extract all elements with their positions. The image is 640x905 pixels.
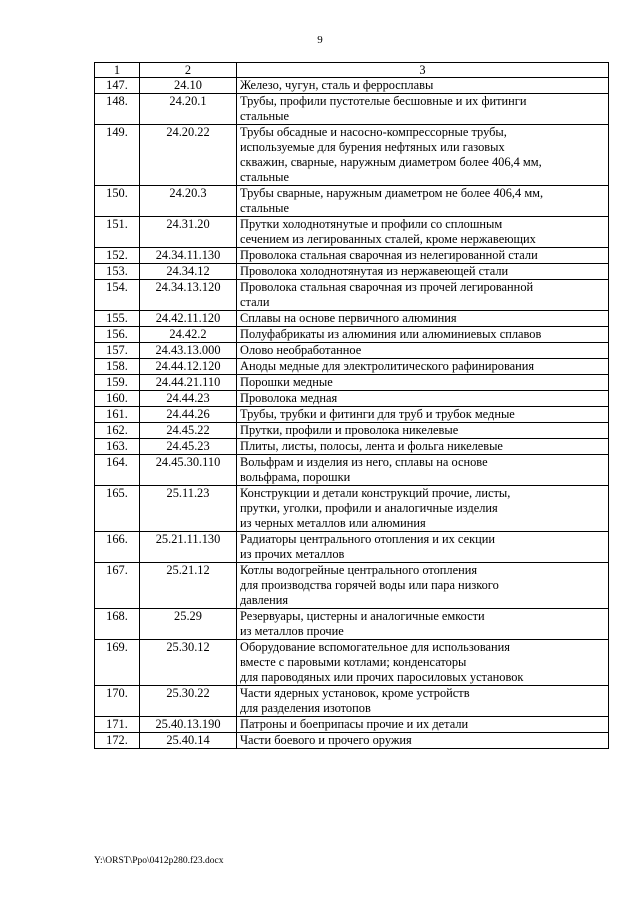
description-line: Прутки, профили и проволока никелевые: [240, 423, 459, 437]
row-number: 149.: [95, 125, 140, 186]
product-code: 24.34.13.120: [140, 280, 237, 311]
row-number: 171.: [95, 717, 140, 733]
table-row: [95, 343, 609, 359]
column-header-code: 2: [140, 63, 237, 78]
product-code: 24.20.1: [140, 94, 237, 125]
product-description: [237, 733, 609, 749]
description-line: Проволока медная: [240, 391, 338, 405]
description-line: стальные: [240, 201, 289, 215]
table-row: [95, 439, 609, 455]
description-line: Трубы, трубки и фитинги для труб и трубок медные: [240, 407, 515, 421]
description-line: Проволока холоднотянутая из нержавеющей стали: [240, 264, 509, 278]
description-line: Железо, чугун, сталь и ферросплавы: [240, 78, 434, 92]
product-code: 24.34.12: [140, 264, 237, 280]
product-code: 24.10: [140, 78, 237, 94]
description-line: скважин, сварные, наружным диаметром более 406,4 мм,: [240, 155, 542, 169]
product-description: [237, 78, 609, 94]
product-code: 25.30.12: [140, 640, 237, 686]
row-number: 169.: [95, 640, 140, 686]
description-line: используемые для бурения нефтяных или газовых: [240, 140, 505, 154]
product-description: [237, 532, 609, 563]
description-line: Прутки холоднотянутые и профили со сплошным: [240, 217, 503, 231]
table-row: [95, 264, 609, 280]
product-code: 24.44.23: [140, 391, 237, 407]
row-number: 161.: [95, 407, 140, 423]
product-description: [237, 686, 609, 717]
product-code: 24.31.20: [140, 217, 237, 248]
table-row: [95, 532, 609, 563]
row-number: 150.: [95, 186, 140, 217]
description-line: Полуфабрикаты из алюминия или алюминиевых сплавов: [240, 327, 542, 341]
product-code: 25.29: [140, 609, 237, 640]
product-description: [237, 248, 609, 264]
description-line: из черных металлов или алюминия: [240, 516, 426, 530]
description-line: стальные: [240, 170, 289, 184]
description-line: прутки, уголки, профили и аналогичные изделия: [240, 501, 498, 515]
products-table: [94, 62, 609, 749]
description-line: Вольфрам и изделия из него, сплавы на основе: [240, 455, 488, 469]
product-description: [237, 717, 609, 733]
file-path-footer: Y:\ORST\Ppo\0412p280.f23.docx: [94, 856, 224, 866]
description-line: вместе с паровыми котлами; конденсаторы: [240, 655, 467, 669]
table-row: [95, 717, 609, 733]
description-line: Проволока стальная сварочная из нелегированной стали: [240, 248, 538, 262]
table-row: [95, 486, 609, 532]
product-description: [237, 486, 609, 532]
row-number: 164.: [95, 455, 140, 486]
table-row: [95, 280, 609, 311]
product-code: 24.45.30.110: [140, 455, 237, 486]
product-description: [237, 280, 609, 311]
description-line: Плиты, листы, полосы, лента и фольга никелевые: [240, 439, 503, 453]
product-description: [237, 407, 609, 423]
description-line: для разделения изотопов: [240, 701, 371, 715]
table-row: [95, 186, 609, 217]
column-header-description: 3: [237, 63, 609, 78]
description-line: Резервуары, цистерны и аналогичные емкости: [240, 609, 485, 623]
product-description: [237, 640, 609, 686]
description-line: Оборудование вспомогательное для использования: [240, 640, 511, 654]
row-number: 166.: [95, 532, 140, 563]
description-line: Порошки медные: [240, 375, 333, 389]
product-description: [237, 609, 609, 640]
description-line: Патроны и боеприпасы прочие и их детали: [240, 717, 469, 731]
product-description: [237, 94, 609, 125]
table-row: [95, 248, 609, 264]
product-code: 24.20.3: [140, 186, 237, 217]
row-number: 157.: [95, 343, 140, 359]
product-code: 24.45.23: [140, 439, 237, 455]
row-number: 170.: [95, 686, 140, 717]
row-number: 167.: [95, 563, 140, 609]
product-description: [237, 359, 609, 375]
row-number: 159.: [95, 375, 140, 391]
description-line: Олово необработанное: [240, 343, 362, 357]
row-number: 162.: [95, 423, 140, 439]
table-row: [95, 391, 609, 407]
product-description: [237, 423, 609, 439]
description-line: Радиаторы центрального отопления и их секции: [240, 532, 495, 546]
description-line: вольфрама, порошки: [240, 470, 351, 484]
product-description: [237, 327, 609, 343]
description-line: для производства горячей воды или пара низкого: [240, 578, 499, 592]
product-description: [237, 186, 609, 217]
description-line: для пароводяных или прочих паросиловых установок: [240, 670, 524, 684]
product-description: [237, 125, 609, 186]
product-description: [237, 455, 609, 486]
row-number: 154.: [95, 280, 140, 311]
product-code: 25.30.22: [140, 686, 237, 717]
row-number: 156.: [95, 327, 140, 343]
table-header-row: [95, 63, 609, 78]
product-code: 25.21.11.130: [140, 532, 237, 563]
product-code: 24.42.11.120: [140, 311, 237, 327]
row-number: 168.: [95, 609, 140, 640]
product-description: [237, 375, 609, 391]
description-line: Части боевого и прочего оружия: [240, 733, 412, 747]
description-line: Трубы, профили пустотелые бесшовные и их фитинги: [240, 94, 527, 108]
description-line: давления: [240, 593, 289, 607]
table-row: [95, 733, 609, 749]
product-code: 24.44.26: [140, 407, 237, 423]
product-code: 24.20.22: [140, 125, 237, 186]
table-row: [95, 359, 609, 375]
table-row: [95, 375, 609, 391]
product-code: 24.44.21.110: [140, 375, 237, 391]
row-number: 163.: [95, 439, 140, 455]
product-code: 25.40.13.190: [140, 717, 237, 733]
description-line: стали: [240, 295, 270, 309]
table-row: [95, 407, 609, 423]
product-description: [237, 311, 609, 327]
table-row: [95, 563, 609, 609]
row-number: 158.: [95, 359, 140, 375]
table-row: [95, 609, 609, 640]
description-line: Части ядерных установок, кроме устройств: [240, 686, 470, 700]
row-number: 152.: [95, 248, 140, 264]
product-description: [237, 217, 609, 248]
description-line: Конструкции и детали конструкций прочие, листы,: [240, 486, 511, 500]
table-row: [95, 686, 609, 717]
table-row: [95, 640, 609, 686]
description-line: из прочих металлов: [240, 547, 345, 561]
table-row: [95, 455, 609, 486]
product-description: [237, 264, 609, 280]
table-row: [95, 125, 609, 186]
product-code: 24.34.11.130: [140, 248, 237, 264]
row-number: 165.: [95, 486, 140, 532]
product-description: [237, 343, 609, 359]
product-description: [237, 563, 609, 609]
product-description: [237, 439, 609, 455]
description-line: Трубы обсадные и насосно-компрессорные трубы,: [240, 125, 507, 139]
row-number: 155.: [95, 311, 140, 327]
description-line: Сплавы на основе первичного алюминия: [240, 311, 457, 325]
table-row: [95, 327, 609, 343]
table-row: [95, 78, 609, 94]
table-row: [95, 423, 609, 439]
product-description: [237, 391, 609, 407]
column-header-number: 1: [95, 63, 140, 78]
description-line: Трубы сварные, наружным диаметром не более 406,4 мм,: [240, 186, 544, 200]
table-row: [95, 217, 609, 248]
product-code: 25.21.12: [140, 563, 237, 609]
row-number: 160.: [95, 391, 140, 407]
table-row: [95, 94, 609, 125]
product-code: 24.43.13.000: [140, 343, 237, 359]
table-body: [95, 78, 609, 749]
table-row: [95, 311, 609, 327]
product-code: 25.40.14: [140, 733, 237, 749]
row-number: 148.: [95, 94, 140, 125]
row-number: 147.: [95, 78, 140, 94]
description-line: стальные: [240, 109, 289, 123]
description-line: Проволока стальная сварочная из прочей легированной: [240, 280, 534, 294]
row-number: 153.: [95, 264, 140, 280]
description-line: Аноды медные для электролитического рафинирования: [240, 359, 535, 373]
row-number: 151.: [95, 217, 140, 248]
page-number: 9: [317, 34, 323, 46]
product-code: 25.11.23: [140, 486, 237, 532]
description-line: из металлов прочие: [240, 624, 344, 638]
row-number: 172.: [95, 733, 140, 749]
description-line: сечением из легированных сталей, кроме нержавеющих: [240, 232, 536, 246]
product-code: 24.45.22: [140, 423, 237, 439]
description-line: Котлы водогрейные центрального отопления: [240, 563, 478, 577]
product-code: 24.44.12.120: [140, 359, 237, 375]
product-code: 24.42.2: [140, 327, 237, 343]
